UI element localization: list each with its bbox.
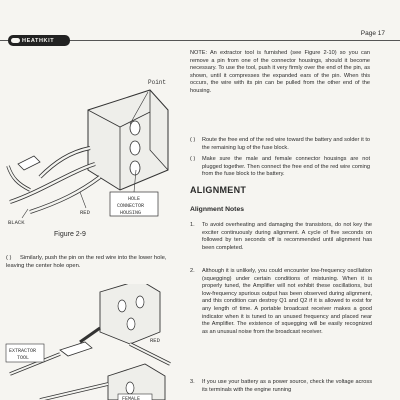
alignment-note-1 [190,222,372,252]
svg-text:TOOL: TOOL [17,355,30,361]
label-bottom: FEMALE [122,396,141,400]
subsection-title: Alignment Notes [190,206,245,213]
label-red-lower: RED [150,337,160,344]
alignment-note-3 [190,379,372,394]
label-extractor: EXTRACTOR [9,348,37,354]
extractor-tool-note: NOTE: An extractor tool is furnished (see Figure 2-10) so you can remove a pin from one of the connector housings, should it become necessary. To use the tool, push it very firmly over the end of the pin, as shown, until it compresses the expanded ears of the pin. When this occurs, the wire with its pin can be pulled from the other end of the housing. [190,50,370,94]
figure-2-9-illustration [0,52,195,227]
note-number: 1. [190,222,195,228]
checkbox-placeholder: ( ) [6,255,12,261]
figure-2-10-illustration [0,284,195,400]
left-column [0,44,195,400]
housing-hole [130,121,140,135]
alignment-note-2 [190,268,372,336]
checkbox-placeholder: ( ) [190,137,196,143]
figure-caption: Figure 2-9 [54,231,86,238]
housing-hole [130,161,140,175]
note-text: If you use your battery as a power source, check the voltage across its terminals with the engine running [202,379,372,393]
note-text: Although it is unlikely, you could encounter low-frequency oscillation (squegging) under certain conditions of mistuning. When it is properly tuned, the Amplifier will not exhibit these oscillations, but low-frequency spurious output has been observed during alignment, and this condition can destroy Q1 and Q2 if it is allowed to exist for any length of time. A portable broadcast receiver makes a good indicator when it is tuned to an unused frequency and placed near the Amplifier. The existence of squegging will be easily recognized as an unusual noise from the broadcast receiver. [202,268,372,335]
label-red: RED [80,209,90,216]
logo-text: HEATHKIT [22,37,55,44]
step-route-red-wire [190,137,370,152]
loose-pin-shape [18,156,40,170]
note-number: 3. [190,379,195,385]
svg-text:HOLE: HOLE [128,196,141,202]
page-number: Page 17 [360,30,385,37]
checkbox-placeholder: ( ) [190,156,196,162]
step-connect-battery [190,156,370,179]
housing-hole [130,141,140,155]
step-text: Route the free end of the red wire toward the battery and solder it to the remaining lug of the fuse block. [202,137,370,151]
note-number: 2. [190,268,195,274]
note-text: To avoid overheating and damaging the transistors, do not key the exciter continuously during alignment. A cycle of five seconds on followed by ten seconds off is recommended until alignment has been completed. [202,222,372,251]
section-title: ALIGNMENT [190,185,247,195]
step-text: Make sure the male and female connector housings are not plugged together. Then connect the free end of the red wire coming from the fuse block to the battery. [202,156,370,178]
svg-text:CONNECTOR: CONNECTOR [117,203,145,209]
step-text: Similarly, push the pin on the red wire into the lower hole, leaving the center hole open. [6,255,167,269]
label-black: BLACK [8,219,25,226]
right-column [190,44,390,400]
step-push-red-pin [6,255,186,271]
label-point: Point [148,79,167,86]
connector-housing-shape [88,90,168,190]
logo-mark-icon [11,38,20,43]
svg-text:HOUSING: HOUSING [120,210,142,216]
